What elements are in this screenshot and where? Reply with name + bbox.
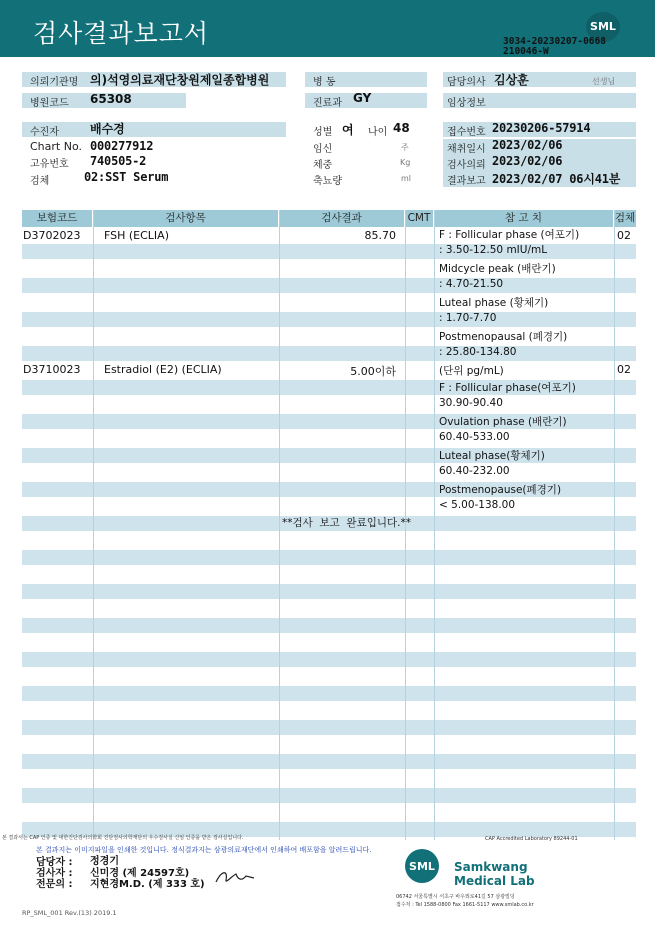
row-specimen: 02 (617, 229, 631, 242)
completion-note: **검사 보고 완료입니다.** (282, 517, 411, 529)
table-row-stripe (22, 618, 636, 633)
patient-bar (22, 122, 286, 137)
row-specimen: 02 (617, 363, 631, 376)
sex-label: 성별 (313, 127, 333, 138)
table-row-stripe (22, 652, 636, 667)
reference-line: < 5.00-138.00 (439, 499, 516, 511)
hospital-code-value: 65308 (90, 92, 132, 106)
col-divider (434, 210, 435, 840)
receipt-no-label: 접수번호 (447, 127, 486, 138)
urine-label: 축뇨량 (313, 176, 342, 187)
col-header-code: 보험코드 (22, 210, 93, 227)
specialist-value: 지현경M.D. (제 333 호) (90, 879, 205, 890)
reference-line: 60.40-232.00 (439, 465, 510, 477)
lab-logo-text: SML (409, 860, 435, 873)
urine-unit: ml (401, 174, 412, 183)
collected-value: 2023/02/06 (492, 138, 563, 152)
reported-value: 2023/02/07 06시41분 (492, 172, 621, 186)
org-label: 의뢰기관명 (30, 77, 79, 88)
row-code: D3710023 (23, 363, 81, 376)
requested-label: 검사의뢰 (447, 160, 486, 171)
chart-no-value: 000277912 (90, 139, 154, 153)
row-code: D3702023 (23, 229, 81, 242)
patient-label: 수진자 (30, 127, 59, 138)
lab-logo-circle (404, 848, 440, 884)
table-row-stripe (22, 754, 636, 769)
age-label: 나이 (368, 127, 388, 138)
col-divider (279, 210, 280, 840)
table-row-stripe (22, 278, 636, 293)
fine-print-right: CAP Accredited Laboratory 89244-01 (485, 836, 578, 842)
patient-value: 배수경 (90, 122, 125, 136)
reference-line: Luteal phase(황체기) (439, 450, 545, 462)
chart-no-label: Chart No. (30, 140, 82, 153)
reference-line: F : Follicular phase(여포기) (439, 382, 576, 394)
col-header-item: 검사항목 (93, 210, 279, 227)
row-item: Estradiol (E2) (ECLIA) (104, 363, 222, 376)
doctor-value: 김상훈 (494, 73, 529, 87)
fine-print-left: 본 결과서는 CAP 인증 및 대한진단검사의학회 진단검사의학재단의 우수검사실 신임 인증을 받은 검사실입니다. (2, 835, 244, 841)
weight-label: 체중 (313, 160, 333, 171)
report-id-line1: 3034-20230207-0668 (503, 36, 606, 47)
weight-unit: Kg (400, 158, 411, 167)
reported-label: 결과보고 (447, 176, 486, 187)
examiner-value: 신미경 (제 24597호) (90, 868, 190, 879)
col-header-specimen: 검체 (614, 210, 636, 227)
report-id (503, 37, 606, 57)
reference-line: : 1.70-7.70 (439, 312, 497, 324)
col-header-reference: 참 고 치 (434, 210, 614, 227)
col-divider (93, 210, 94, 840)
specialist-label: 전문의 : (36, 879, 73, 890)
reference-line: F : Follicular phase (여포기) (439, 229, 580, 241)
row-result: 85.70 (364, 229, 396, 242)
table-row-stripe (22, 788, 636, 803)
specimen-label: 검체 (30, 176, 50, 187)
specimen-value: 02:SST Serum (84, 170, 169, 184)
table-row-stripe (22, 720, 636, 735)
table-row-stripe (22, 346, 636, 361)
reference-line: Postmenopause(폐경기) (439, 484, 562, 496)
unique-no-label: 고유번호 (30, 159, 69, 170)
table-row-stripe (22, 584, 636, 599)
requested-value: 2023/02/06 (492, 154, 563, 168)
row-result: 5.00이하 (350, 365, 396, 378)
report-title: 검사결과보고서 (33, 19, 210, 48)
pregnancy-unit: 주 (401, 143, 409, 152)
report-header (0, 0, 655, 57)
department-value: GY (353, 91, 372, 105)
table-row-stripe (22, 312, 636, 327)
signature-image (214, 868, 258, 886)
collected-label: 채취일시 (447, 144, 486, 155)
hospital-code-label: 병원코드 (30, 98, 69, 109)
reference-line: Ovulation phase (배란기) (439, 416, 567, 428)
reference-line: : 25.80-134.80 (439, 346, 517, 358)
table-row-stripe (22, 550, 636, 565)
clinical-info-label: 임상정보 (447, 98, 486, 109)
receipt-no-value: 20230206-57914 (492, 121, 591, 135)
doctor-label: 담당의사 (447, 77, 486, 88)
sml-logo: SML (586, 12, 620, 42)
staff-value: 정경기 (90, 856, 119, 867)
ward-label: 병 동 (313, 77, 336, 88)
age-value: 48 (393, 121, 410, 135)
doctor-suffix: 선생님 (592, 77, 616, 86)
unique-no-value: 740505-2 (90, 154, 147, 168)
sex-value: 여 (342, 123, 354, 137)
lab-address: 06742 서울특별시 서초구 바우뫼로41길 57 삼광빌딩 (396, 894, 515, 900)
row-item: FSH (ECLIA) (104, 229, 169, 242)
lab-name-line1: Samkwang (454, 860, 528, 874)
table-row-stripe (22, 686, 636, 701)
reference-line: 60.40-533.00 (439, 431, 510, 443)
org-value: 의)석영의료재단창원제일종합병원 (90, 73, 270, 87)
form-code: RP_SML_001 Rev.(13) 2019.1 (22, 909, 117, 917)
col-header-result: 검사결과 (279, 210, 405, 227)
reference-line: Luteal phase (황체기) (439, 297, 549, 309)
department-label: 진료과 (313, 98, 342, 109)
pregnancy-label: 임신 (313, 144, 333, 155)
reference-line: 30.90-90.40 (439, 397, 503, 409)
reference-line: Midcycle peak (배란기) (439, 263, 556, 275)
examiner-label: 검사자 : (36, 868, 73, 879)
reference-line: : 4.70-21.50 (439, 278, 504, 290)
reference-line: Postmenopausal (폐경기) (439, 331, 568, 343)
col-header-cmt: CMT (405, 210, 434, 227)
col-divider (614, 210, 615, 840)
notice: 본 결과지는 이미지파일을 인쇄한 것입니다. 정식결과지는 삼광의료재단에서 인쇄하여 배포함을 알려드립니다. (36, 846, 372, 854)
lab-name-line2: Medical Lab (454, 874, 535, 888)
report-id-line2: 210046-W (503, 46, 549, 57)
lab-phone: 접수처 : Tel 1588-0800 Fax 1661-5117 www.smlab.co.kr (396, 902, 534, 908)
reference-line: : 3.50-12.50 mIU/mL (439, 244, 548, 256)
staff-label: 담당자 : (36, 857, 73, 868)
reference-line: (단위 pg/mL) (439, 365, 504, 377)
